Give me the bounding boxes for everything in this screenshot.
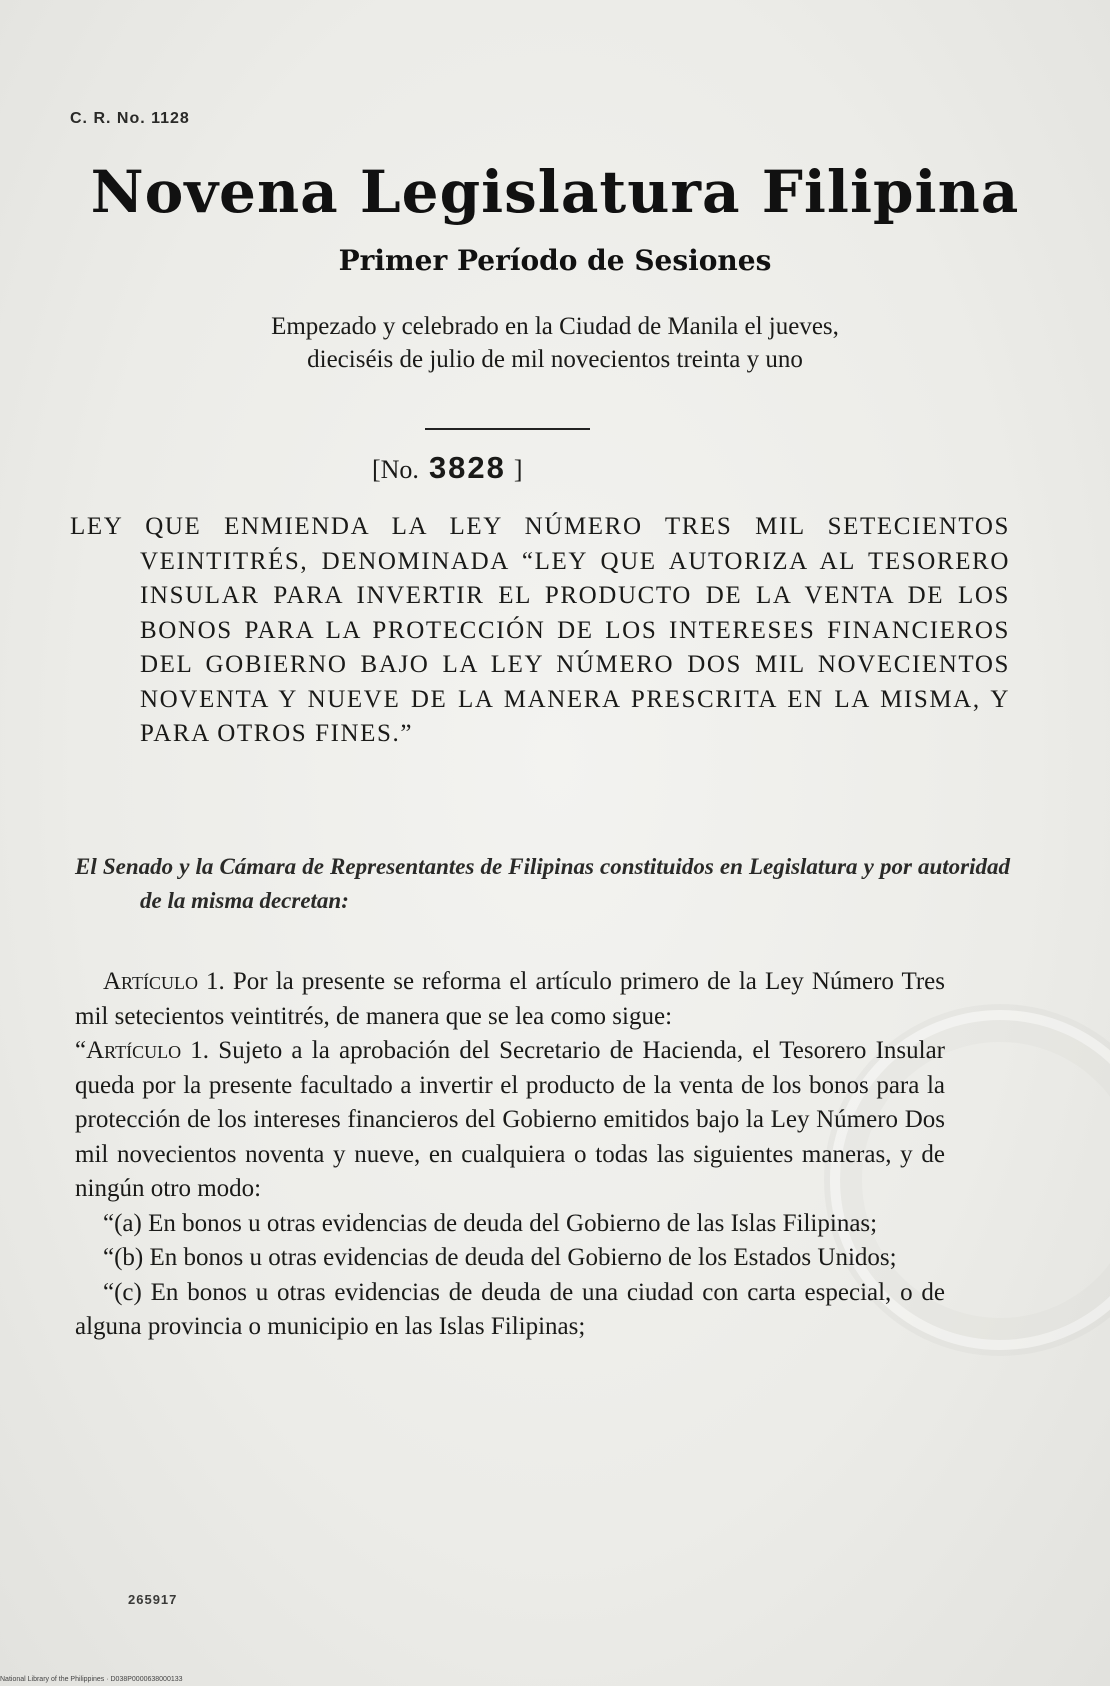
legislature-title: Novena Legislatura Filipina xyxy=(90,158,1020,226)
session-intro xyxy=(90,310,1020,376)
intro-line-1: Empezado y celebrado en la Ciudad de Manila el jueves, xyxy=(271,313,839,340)
list-item-a: “(a) En bonos u otras evidencias de deuda del Gobierno de las Islas Filipinas; xyxy=(103,1209,878,1237)
divider-rule xyxy=(425,428,590,430)
quoted-section-label: “Artículo 1. xyxy=(75,1037,210,1064)
quoted-section-text: Sujeto a la aprobación del Secretario de Hacienda, el Tesorero Insular queda por la presente facultado a invertir el producto de la venta de los bonos para la protección de los intereses financieros del Gobierno emitidos bajo la Ley Número Dos mil novecientos noventa y nueve, en cualquiera o todas las siguientes maneras, y de ningún otro modo: xyxy=(75,1037,945,1202)
list-item-b: “(b) En bonos u otras evidencias de deuda del Gobierno de los Estados Unidos; xyxy=(103,1244,897,1271)
act-body xyxy=(75,965,945,1345)
act-number-prefix: [No. xyxy=(372,455,419,484)
quoted-section-paragraph xyxy=(75,1034,945,1207)
cr-number: C. R. No. 1128 xyxy=(70,110,190,127)
law-title: LEY QUE ENMIENDA LA LEY NÚMERO TRES MIL SETECIENTOS VEINTITRÉS, DENOMINADA “LEY QUE AUTORIZA AL TESORERO INSULAR PARA INVERTIR EL PRODUCTO DE LA VENTA DE LOS BONOS PARA LA PROTECCIÓN DE LOS INTERESES FINANCIEROS DEL GOBIERNO BAJO LA LEY NÚMERO DOS MIL NOVECIENTOS NOVENTA Y NUEVE DE LA MANERA PRESCRITA EN LA MISMA, Y PARA OTROS FINES.” xyxy=(70,513,1010,747)
act-number-value: 3828 xyxy=(428,450,506,485)
intro-line-2: dieciséis de julio de mil novecientos treinta y uno xyxy=(307,346,803,373)
session-subtitle: Primer Período de Sesiones xyxy=(338,244,772,277)
list-item-c: “(c) En bonos u otras evidencias de deuda de una ciudad con carta especial, o de alguna provincia o municipio en las Islas Filipinas; xyxy=(75,1278,945,1340)
act-number xyxy=(372,450,523,486)
page-code: 265917 xyxy=(128,1592,178,1607)
section-1-label: Artículo 1. xyxy=(103,968,225,995)
enacting-clause: El Senado y la Cámara de Representantes de Filipinas constituidos en Legislatura y por autoridad de la misma decretan: xyxy=(75,854,1010,913)
section-1-text: Por la presente se reforma el artículo primero de la Ley Número Tres mil setecientos veintitrés, de manera que se lea como sigue: xyxy=(75,968,945,1030)
act-number-suffix: ] xyxy=(513,455,523,484)
archive-credit: National Library of the Philippines · D038P0000638000133 xyxy=(0,1676,183,1683)
section-1-paragraph xyxy=(75,965,945,1034)
